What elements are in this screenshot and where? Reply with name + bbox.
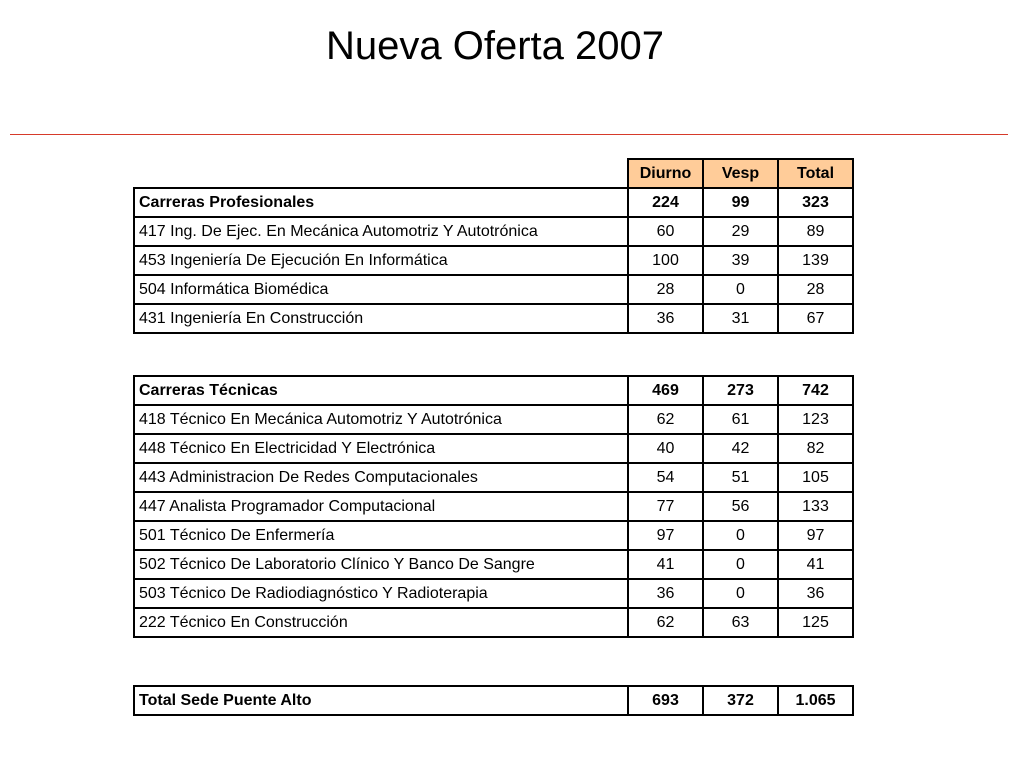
vesp-value: 61 <box>703 405 778 434</box>
diurno-value: 100 <box>628 246 703 275</box>
table-row <box>134 521 853 550</box>
total-value: 97 <box>778 521 853 550</box>
total-value: 139 <box>778 246 853 275</box>
total-value: 89 <box>778 217 853 246</box>
vesp-value: 0 <box>703 275 778 304</box>
summary-diurno: 224 <box>628 188 703 217</box>
career-name: 417 Ing. De Ejec. En Mecánica Automotriz Y Autotrónica <box>134 217 628 246</box>
grand-total-row <box>134 686 853 715</box>
career-name: 222 Técnico En Construcción <box>134 608 628 637</box>
table-row <box>134 579 853 608</box>
career-name: 418 Técnico En Mecánica Automotriz Y Autotrónica <box>134 405 628 434</box>
header-spacer <box>134 159 628 188</box>
total-value: 28 <box>778 275 853 304</box>
total-value: 133 <box>778 492 853 521</box>
total-value: 41 <box>778 550 853 579</box>
table-row <box>134 434 853 463</box>
vesp-value: 31 <box>703 304 778 333</box>
column-header-total: Total <box>778 159 853 188</box>
total-value: 123 <box>778 405 853 434</box>
vesp-value: 0 <box>703 579 778 608</box>
career-name: 504 Informática Biomédica <box>134 275 628 304</box>
summary-vesp: 273 <box>703 376 778 405</box>
diurno-value: 36 <box>628 304 703 333</box>
career-name: 447 Analista Programador Computacional <box>134 492 628 521</box>
diurno-value: 40 <box>628 434 703 463</box>
total-value: 125 <box>778 608 853 637</box>
summary-total: 742 <box>778 376 853 405</box>
table-row <box>134 492 853 521</box>
summary-row <box>134 188 853 217</box>
vesp-value: 0 <box>703 550 778 579</box>
table-row <box>134 463 853 492</box>
total-value: 105 <box>778 463 853 492</box>
table-row <box>134 550 853 579</box>
career-name: 443 Administracion De Redes Computacionales <box>134 463 628 492</box>
column-header-vesp: Vesp <box>703 159 778 188</box>
diurno-value: 62 <box>628 405 703 434</box>
technical-careers-table <box>133 375 854 638</box>
diurno-value: 77 <box>628 492 703 521</box>
table-row <box>134 304 853 333</box>
grand-total-label: Total Sede Puente Alto <box>134 686 628 715</box>
career-name: 502 Técnico De Laboratorio Clínico Y Banco De Sangre <box>134 550 628 579</box>
vesp-value: 29 <box>703 217 778 246</box>
table-row <box>134 405 853 434</box>
diurno-value: 36 <box>628 579 703 608</box>
professional-careers-table <box>133 158 854 334</box>
vesp-value: 42 <box>703 434 778 463</box>
summary-label: Carreras Profesionales <box>134 188 628 217</box>
summary-total: 323 <box>778 188 853 217</box>
table-row <box>134 246 853 275</box>
grand-total-diurno: 693 <box>628 686 703 715</box>
summary-row <box>134 376 853 405</box>
diurno-value: 28 <box>628 275 703 304</box>
diurno-value: 54 <box>628 463 703 492</box>
diurno-value: 41 <box>628 550 703 579</box>
total-value: 67 <box>778 304 853 333</box>
career-name: 448 Técnico En Electricidad Y Electrónica <box>134 434 628 463</box>
diurno-value: 62 <box>628 608 703 637</box>
title-divider <box>10 134 1008 135</box>
summary-vesp: 99 <box>703 188 778 217</box>
diurno-value: 97 <box>628 521 703 550</box>
column-header-row <box>134 159 853 188</box>
vesp-value: 56 <box>703 492 778 521</box>
grand-total-table <box>133 685 854 716</box>
diurno-value: 60 <box>628 217 703 246</box>
grand-total-total: 1.065 <box>778 686 853 715</box>
table-row <box>134 275 853 304</box>
career-name: 501 Técnico De Enfermería <box>134 521 628 550</box>
vesp-value: 63 <box>703 608 778 637</box>
vesp-value: 39 <box>703 246 778 275</box>
page-title: Nueva Oferta 2007 <box>326 24 664 68</box>
summary-diurno: 469 <box>628 376 703 405</box>
career-name: 453 Ingeniería De Ejecución En Informática <box>134 246 628 275</box>
career-name: 431 Ingeniería En Construcción <box>134 304 628 333</box>
total-value: 82 <box>778 434 853 463</box>
column-header-diurno: Diurno <box>628 159 703 188</box>
total-value: 36 <box>778 579 853 608</box>
table-row <box>134 217 853 246</box>
summary-label: Carreras Técnicas <box>134 376 628 405</box>
table-row <box>134 608 853 637</box>
grand-total-vesp: 372 <box>703 686 778 715</box>
vesp-value: 51 <box>703 463 778 492</box>
career-name: 503 Técnico De Radiodiagnóstico Y Radioterapia <box>134 579 628 608</box>
vesp-value: 0 <box>703 521 778 550</box>
